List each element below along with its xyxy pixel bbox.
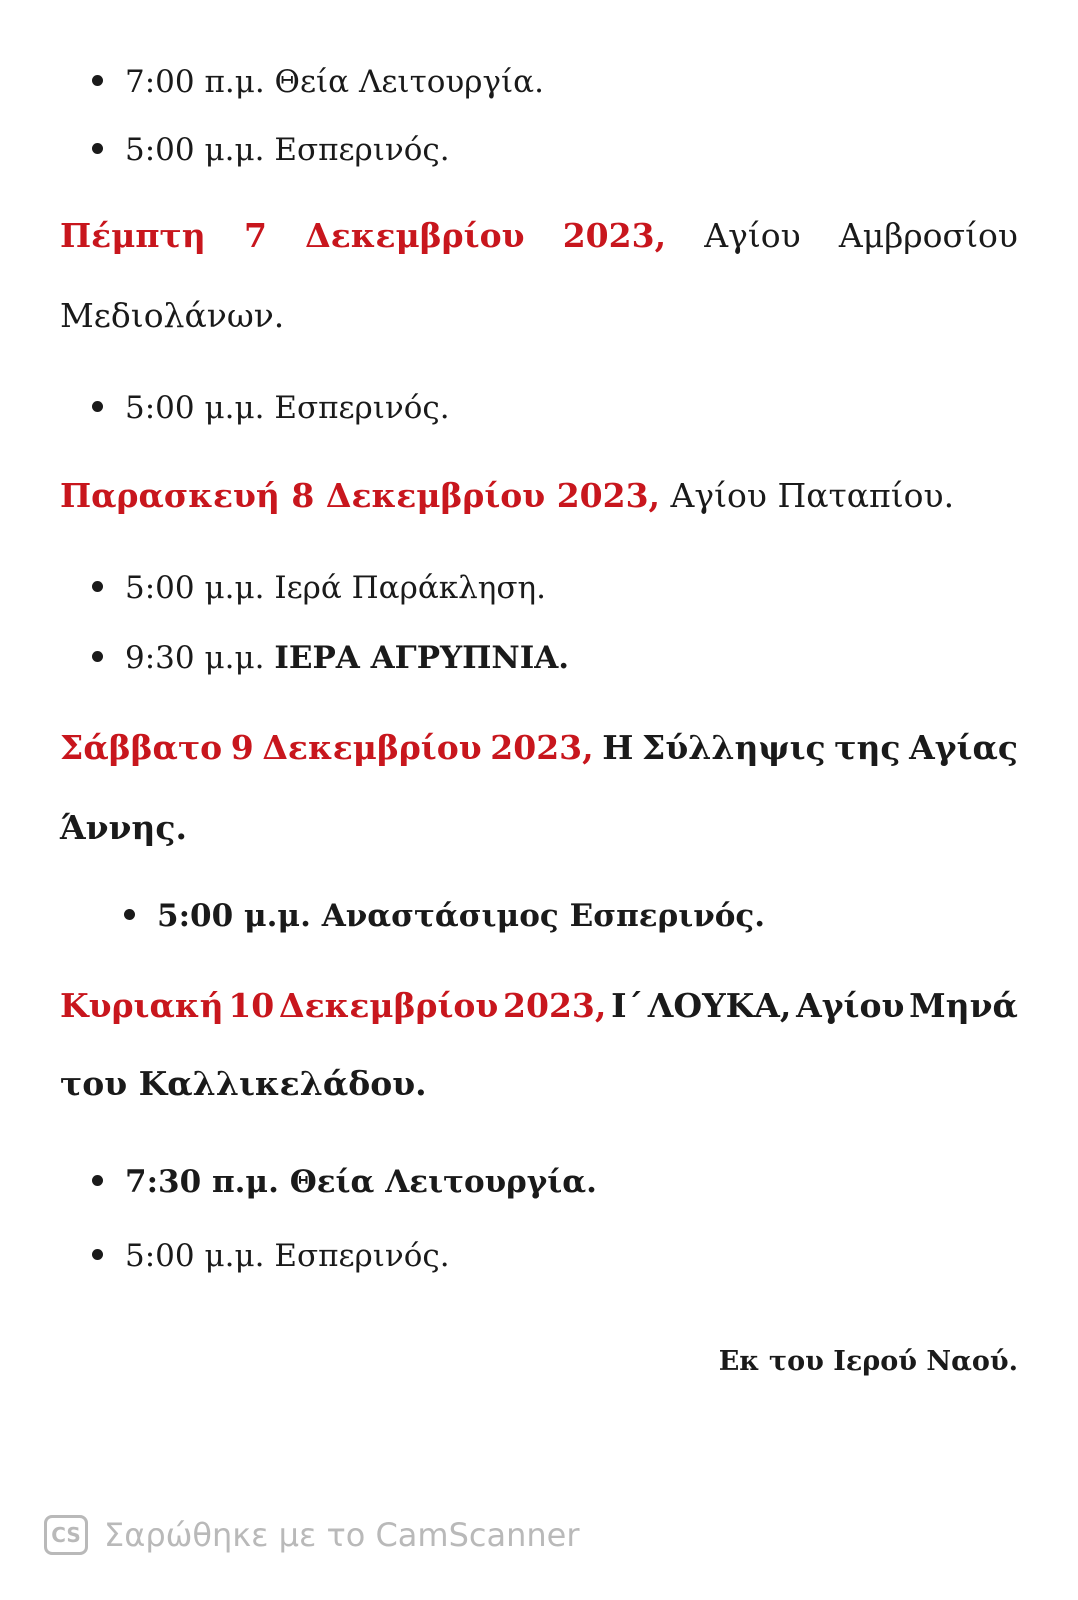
- date-word: Δεκεμβρίου: [305, 216, 525, 255]
- signature: Εκ του Ιερού Ναού.: [718, 1346, 1018, 1377]
- list-item: [92, 388, 450, 428]
- day-heading-friday: [60, 476, 1018, 516]
- feast-word: Η: [602, 728, 634, 767]
- watermark-text: Σαρώθηκε με το CamScanner: [104, 1516, 580, 1554]
- day-heading-sunday: [60, 986, 1018, 1026]
- list-item: [124, 896, 765, 936]
- day-heading-thursday: [60, 216, 1018, 256]
- day-date: Παρασκευή 8 Δεκεμβρίου 2023,: [60, 476, 661, 515]
- bullet-dot: [92, 651, 103, 662]
- list-item: [92, 1162, 597, 1202]
- bullet-dot: [92, 143, 103, 154]
- list-item: [92, 62, 544, 102]
- feast-word: Σύλληψις: [642, 728, 826, 767]
- bullet-dot: [124, 909, 135, 920]
- item-text: 5:00 μ.μ. Ιερά Παράκληση.: [125, 570, 546, 606]
- day-heading-saturday: [60, 728, 1018, 768]
- list-item: [92, 130, 450, 170]
- bullet-dot: [92, 401, 103, 412]
- day-heading-continuation: Μεδιολάνων.: [60, 296, 285, 335]
- date-word: 2023,: [562, 216, 667, 255]
- list-item: [92, 568, 546, 608]
- item-text: 5:00 μ.μ. Αναστάσιμος Εσπερινός.: [157, 898, 766, 934]
- item-text: 5:00 μ.μ. Εσπερινός.: [125, 1238, 450, 1274]
- date-word: Κυριακή: [60, 986, 224, 1025]
- date-word: 7: [243, 216, 267, 255]
- item-text: 5:00 μ.μ. Εσπερινός.: [125, 390, 450, 426]
- date-word: 2023,: [503, 986, 607, 1025]
- list-item: [92, 1236, 450, 1276]
- feast-word: Αγίας: [909, 728, 1018, 767]
- date-word: Δεκεμβρίου: [262, 728, 482, 767]
- camscanner-watermark: [44, 1515, 580, 1555]
- date-word: Σάββατο: [60, 728, 223, 767]
- feast-word: Ι΄: [611, 986, 644, 1025]
- day-heading-continuation: του Καλλικελάδου.: [60, 1064, 427, 1103]
- feast-word: Μηνά: [909, 986, 1018, 1025]
- saint-word: Αμβροσίου: [838, 216, 1018, 255]
- camscanner-logo-icon: CS: [44, 1515, 88, 1555]
- date-word: 10: [228, 986, 275, 1025]
- feast-word: ΛΟΥΚΑ,: [647, 986, 792, 1025]
- saint-word: Αγίου: [704, 216, 801, 255]
- date-word: 2023,: [490, 728, 594, 767]
- day-heading-continuation: Άννης.: [60, 808, 187, 847]
- bullet-dot: [92, 75, 103, 86]
- list-item: [92, 638, 569, 678]
- date-word: Δεκεμβρίου: [278, 986, 499, 1025]
- vigil-time: 9:30 μ.μ.: [125, 640, 265, 676]
- feast-word: της: [834, 728, 901, 767]
- bullet-dot: [92, 581, 103, 592]
- bullet-dot: [92, 1175, 103, 1186]
- vigil-label: ΙΕΡΑ ΑΓΡΥΠΝΙΑ.: [274, 640, 570, 676]
- date-word: 9: [230, 728, 254, 767]
- item-text: 5:00 μ.μ. Εσπερινός.: [125, 132, 450, 168]
- item-text: 7:30 π.μ. Θεία Λειτουργία.: [125, 1164, 597, 1200]
- day-saint: Αγίου Παταπίου.: [670, 476, 955, 515]
- bullet-dot: [92, 1249, 103, 1260]
- date-word: Πέμπτη: [60, 216, 206, 255]
- feast-word: Αγίου: [796, 986, 905, 1025]
- item-text: 7:00 π.μ. Θεία Λειτουργία.: [125, 64, 544, 100]
